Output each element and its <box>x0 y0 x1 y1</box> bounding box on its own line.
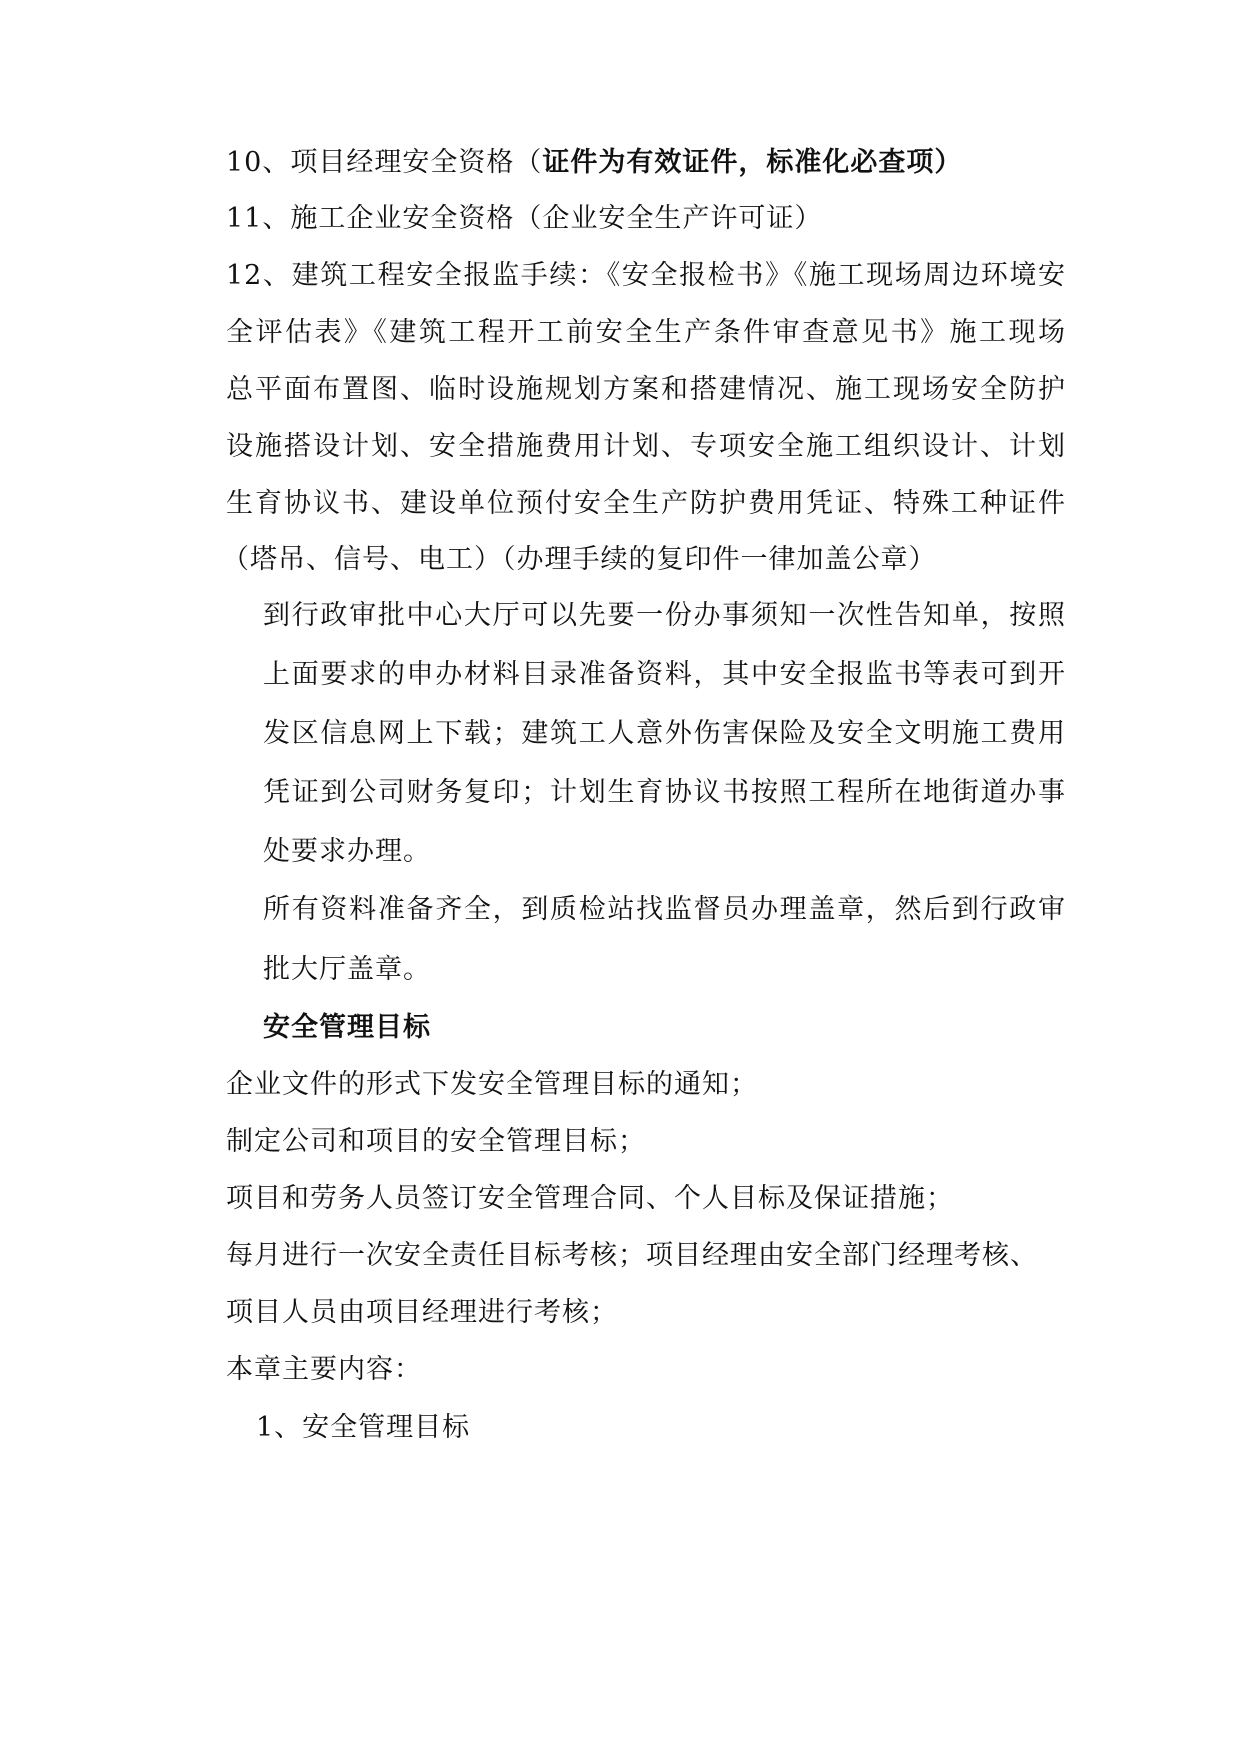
item-10 <box>226 145 1066 181</box>
item-11: 11、施工企业安全资格（企业安全生产许可证） <box>226 203 823 234</box>
procedure-line: 处要求办理。 <box>263 836 431 867</box>
item-12-line: 12、建筑工程安全报监手续：《安全报检书》《施工现场周边环境安 <box>226 260 1066 291</box>
chapter-item: 1、安全管理目标 <box>256 1412 471 1443</box>
section-heading: 安全管理目标 <box>263 1012 431 1043</box>
stamping-line: 批大厅盖章。 <box>263 954 431 985</box>
procedure-line: 到行政审批中心大厅可以先要一份办事须知一次性告知单，按照 <box>263 600 1066 631</box>
item-10-bold-note: 证件为有效证件，标准化必查项） <box>542 147 963 178</box>
procedure-line: 发区信息网上下载；建筑工人意外伤害保险及安全文明施工费用 <box>263 718 1066 749</box>
target-item: 企业文件的形式下发安全管理目标的通知； <box>226 1069 758 1100</box>
stamping-line: 所有资料准备齐全，到质检站找监督员办理盖章，然后到行政审 <box>263 894 1066 925</box>
item-12-line: 总平面布置图、临时设施规划方案和搭建情况、施工现场安全防护 <box>226 374 1066 405</box>
target-item: 每月进行一次安全责任目标考核；项目经理由安全部门经理考核、 <box>226 1240 1038 1271</box>
target-item: 项目人员由项目经理进行考核； <box>226 1297 618 1328</box>
target-item: 制定公司和项目的安全管理目标； <box>226 1126 646 1157</box>
chapter-label: 本章主要内容： <box>226 1354 422 1385</box>
item-12-line: 全评估表》《建筑工程开工前安全生产条件审查意见书》施工现场 <box>226 317 1066 348</box>
procedure-line: 上面要求的申办材料目录准备资料，其中安全报监书等表可到开 <box>263 659 1066 690</box>
item-12-line: 设施搭设计划、安全措施费用计划、专项安全施工组织设计、计划 <box>226 431 1066 462</box>
item-10-text: 10、项目经理安全资格（ <box>226 147 543 178</box>
item-12-line: 生育协议书、建设单位预付安全生产防护费用凭证、特殊工种证件 <box>226 488 1066 519</box>
item-12-line: （塔吊、信号、电工）（办理手续的复印件一律加盖公章） <box>222 544 937 575</box>
target-item: 项目和劳务人员签订安全管理合同、个人目标及保证措施； <box>226 1183 954 1214</box>
procedure-line: 凭证到公司财务复印；计划生育协议书按照工程所在地街道办事 <box>263 777 1066 808</box>
